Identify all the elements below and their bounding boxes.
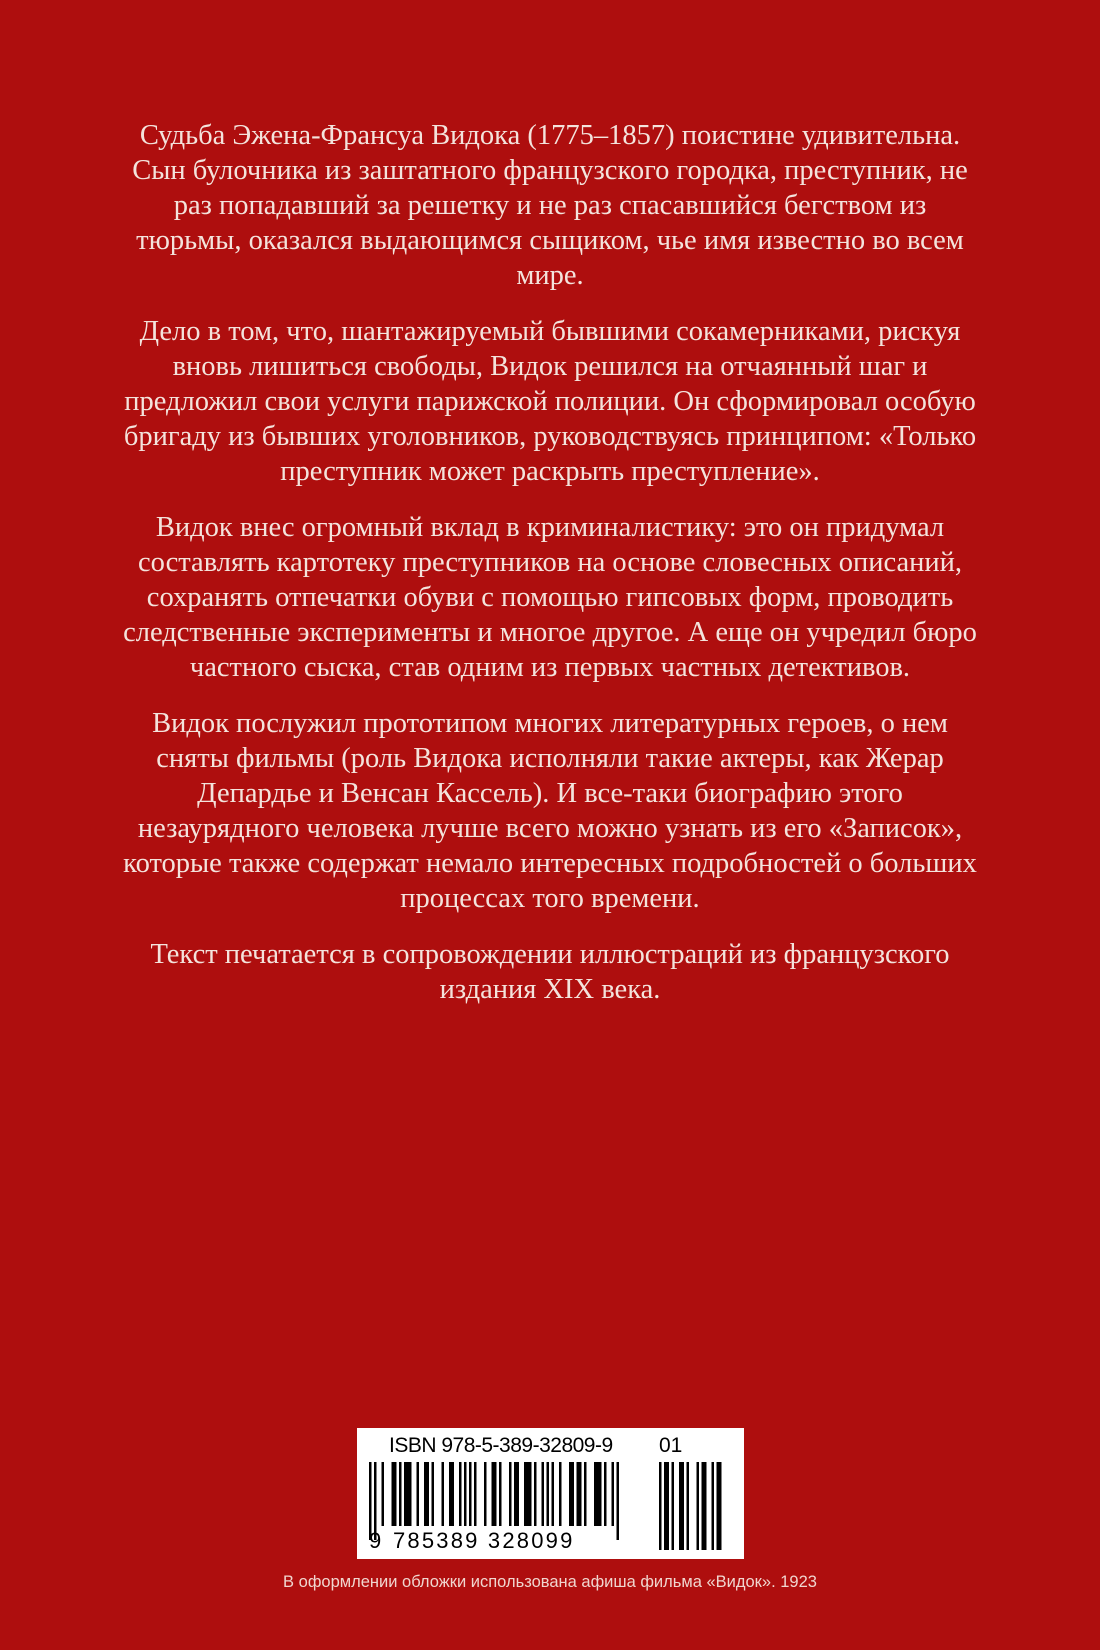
barcode-addon-code: 01	[659, 1434, 683, 1457]
blurb-paragraph-2: Дело в том, что, шантажируемый бывшими сокамерниками, рискуя вновь лишиться свободы, Видок решился на отчаянный шаг и предложил свои услуги парижской полиции. Он сформировал особую бригаду из бывших уголовников, руководствуясь принципом: «Только преступник может раскрыть преступление».	[123, 316, 977, 487]
isbn-barcode	[357, 1428, 744, 1559]
ean-rest-digits: 785389 328099	[393, 1528, 575, 1553]
isbn-label: ISBN 978-5-389-32809-9	[389, 1434, 613, 1457]
ean-first-digit: 9	[369, 1528, 382, 1553]
cover-credit: В оформлении обложки использована афиша фильма «Видок». 1923	[283, 1573, 817, 1591]
blurb-paragraph-3: Видок внес огромный вклад в криминалистику: это он придумал составлять картотеку преступников на основе словесных описаний, сохранять отпечатки обуви с помощью гипсовых форм, проводить следственные эксперименты и многое другое. А еще он учредил бюро частного сыска, став одним из первых частных детективов.	[123, 512, 977, 683]
blurb-text	[120, 118, 980, 1028]
blurb-paragraph-4: Видок послужил прототипом многих литературных героев, о нем сняты фильмы (роль Видока исполняли такие актеры, как Жерар Депардье и Венсан Кассель). И все-таки биографию этого незаурядного человека лучше всего можно узнать из его «Записок», которые также содержат немало интересных подробностей о больших процессах того времени.	[123, 708, 977, 914]
blurb-paragraph-1: Судьба Эжена-Франсуа Видока (1775–1857) поистине удивительна. Сын булочника из заштатного французского городка, преступник, не раз попадавший за решетку и не раз спасавшийся бегством из тюрьмы, оказался выдающимся сыщиком, чье имя известно во всем мире.	[132, 120, 968, 291]
blurb-paragraph-5: Текст печатается в сопровождении иллюстраций из французского издания XIX века.	[150, 939, 950, 1005]
